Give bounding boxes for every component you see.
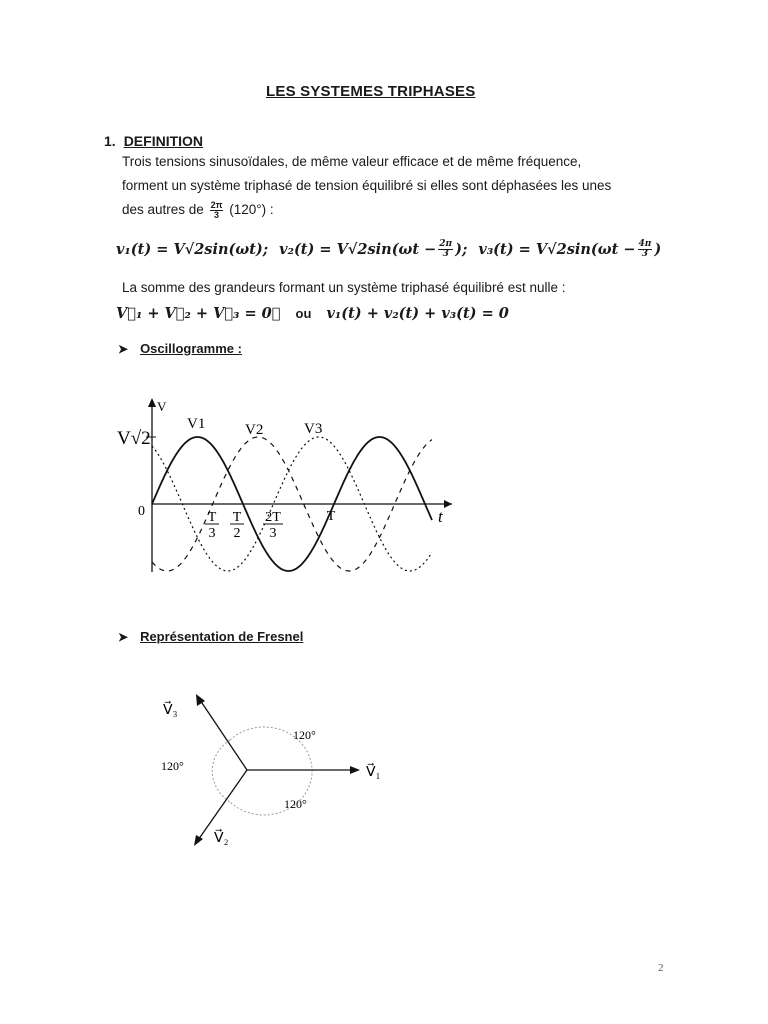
period-ticks [205, 509, 336, 541]
tick-t3-den: 3 [208, 526, 216, 541]
sum-statement: La somme des grandeurs formant un système triphasé équilibré est nulle : [122, 280, 566, 295]
fresnel-diagram [0, 670, 768, 860]
sum-equation [116, 305, 509, 322]
origin-label: 0 [138, 504, 145, 519]
equation-v3: v₃(t) = V√2sin(ωt − $\frac{4\pi}{3}$ ) [478, 239, 662, 259]
angle-bottom-label: 120° [284, 797, 307, 811]
phasor-v2-arrow-icon [194, 835, 203, 846]
tick-2t3-num: 2T [265, 510, 281, 525]
definition-line-3: des autres de $\frac{2\pi}{3}$ (120°) : [122, 199, 274, 220]
phasor-v3 [198, 697, 247, 770]
voltage-equations [116, 240, 661, 259]
oscillogram-figure [0, 380, 768, 590]
tick-2t3-den: 3 [269, 526, 277, 541]
voltage-axis-arrow-icon [148, 398, 156, 407]
axis-t-label: t [438, 507, 443, 526]
angle-top-label: 120° [293, 728, 316, 742]
equation-v1: v₁(t) = V√2sin(ωt); [116, 240, 269, 258]
fresnel-heading: ➤ Représentation de Fresnel [118, 629, 304, 644]
page-title: LES SYSTEMES TRIPHASES [266, 83, 476, 100]
tick-t: T [326, 509, 336, 524]
phasor-v1-arrow-icon [350, 766, 360, 774]
section-title: DEFINITION [123, 133, 204, 149]
tick-t3-num: T [207, 510, 217, 525]
series-label-v1: V1 [187, 416, 206, 432]
amplitude-label: V√2 [117, 428, 151, 449]
arrow-bullet-icon: ➤ [118, 630, 129, 644]
section-number: 1. [104, 133, 116, 149]
angle-arc-left [212, 740, 230, 802]
axis-v-label: V [157, 399, 167, 414]
page-number: 2 [658, 962, 664, 974]
tick-t2-den: 2 [233, 526, 241, 541]
tick-t2-num: T [232, 510, 242, 525]
angle-left-label: 120° [161, 759, 184, 773]
arrow-bullet-icon: ➤ [118, 342, 129, 356]
phasor-v3-label: V⃗₃ [163, 703, 178, 718]
definition-paragraph [122, 150, 682, 222]
equation-v2: v₂(t) = V√2sin(ωt − $\frac{2\pi}{3}$ ); [279, 239, 468, 259]
definition-line-2: forment un système triphasé de tension équilibré si elles sont déphasées les unes [122, 178, 612, 193]
section-heading [104, 133, 203, 149]
scalar-sum: v₁(t) + v₂(t) + v₃(t) = 0 [326, 305, 509, 322]
phase-fraction: $\frac{2\pi}{3}$ [210, 199, 223, 220]
definition-line-1: Trois tensions sinusoïdales, de même valeur efficace et de même fréquence, [122, 154, 582, 169]
series-label-v2: V2 [245, 422, 264, 438]
phasor-v1-label: V⃗₁ [366, 765, 381, 780]
phasor-v2-label: V⃗₂ [214, 831, 229, 846]
phasor-v3-arrow-icon [196, 694, 205, 706]
ou-word: ou [295, 306, 312, 321]
vector-sum: V⃗₁ + V⃗₂ + V⃗₃ = 0⃗ [116, 305, 281, 322]
oscillogram-heading: ➤ Oscillogramme : [118, 341, 242, 356]
series-label-v3: V3 [304, 421, 323, 437]
time-axis-arrow-icon [444, 500, 452, 508]
